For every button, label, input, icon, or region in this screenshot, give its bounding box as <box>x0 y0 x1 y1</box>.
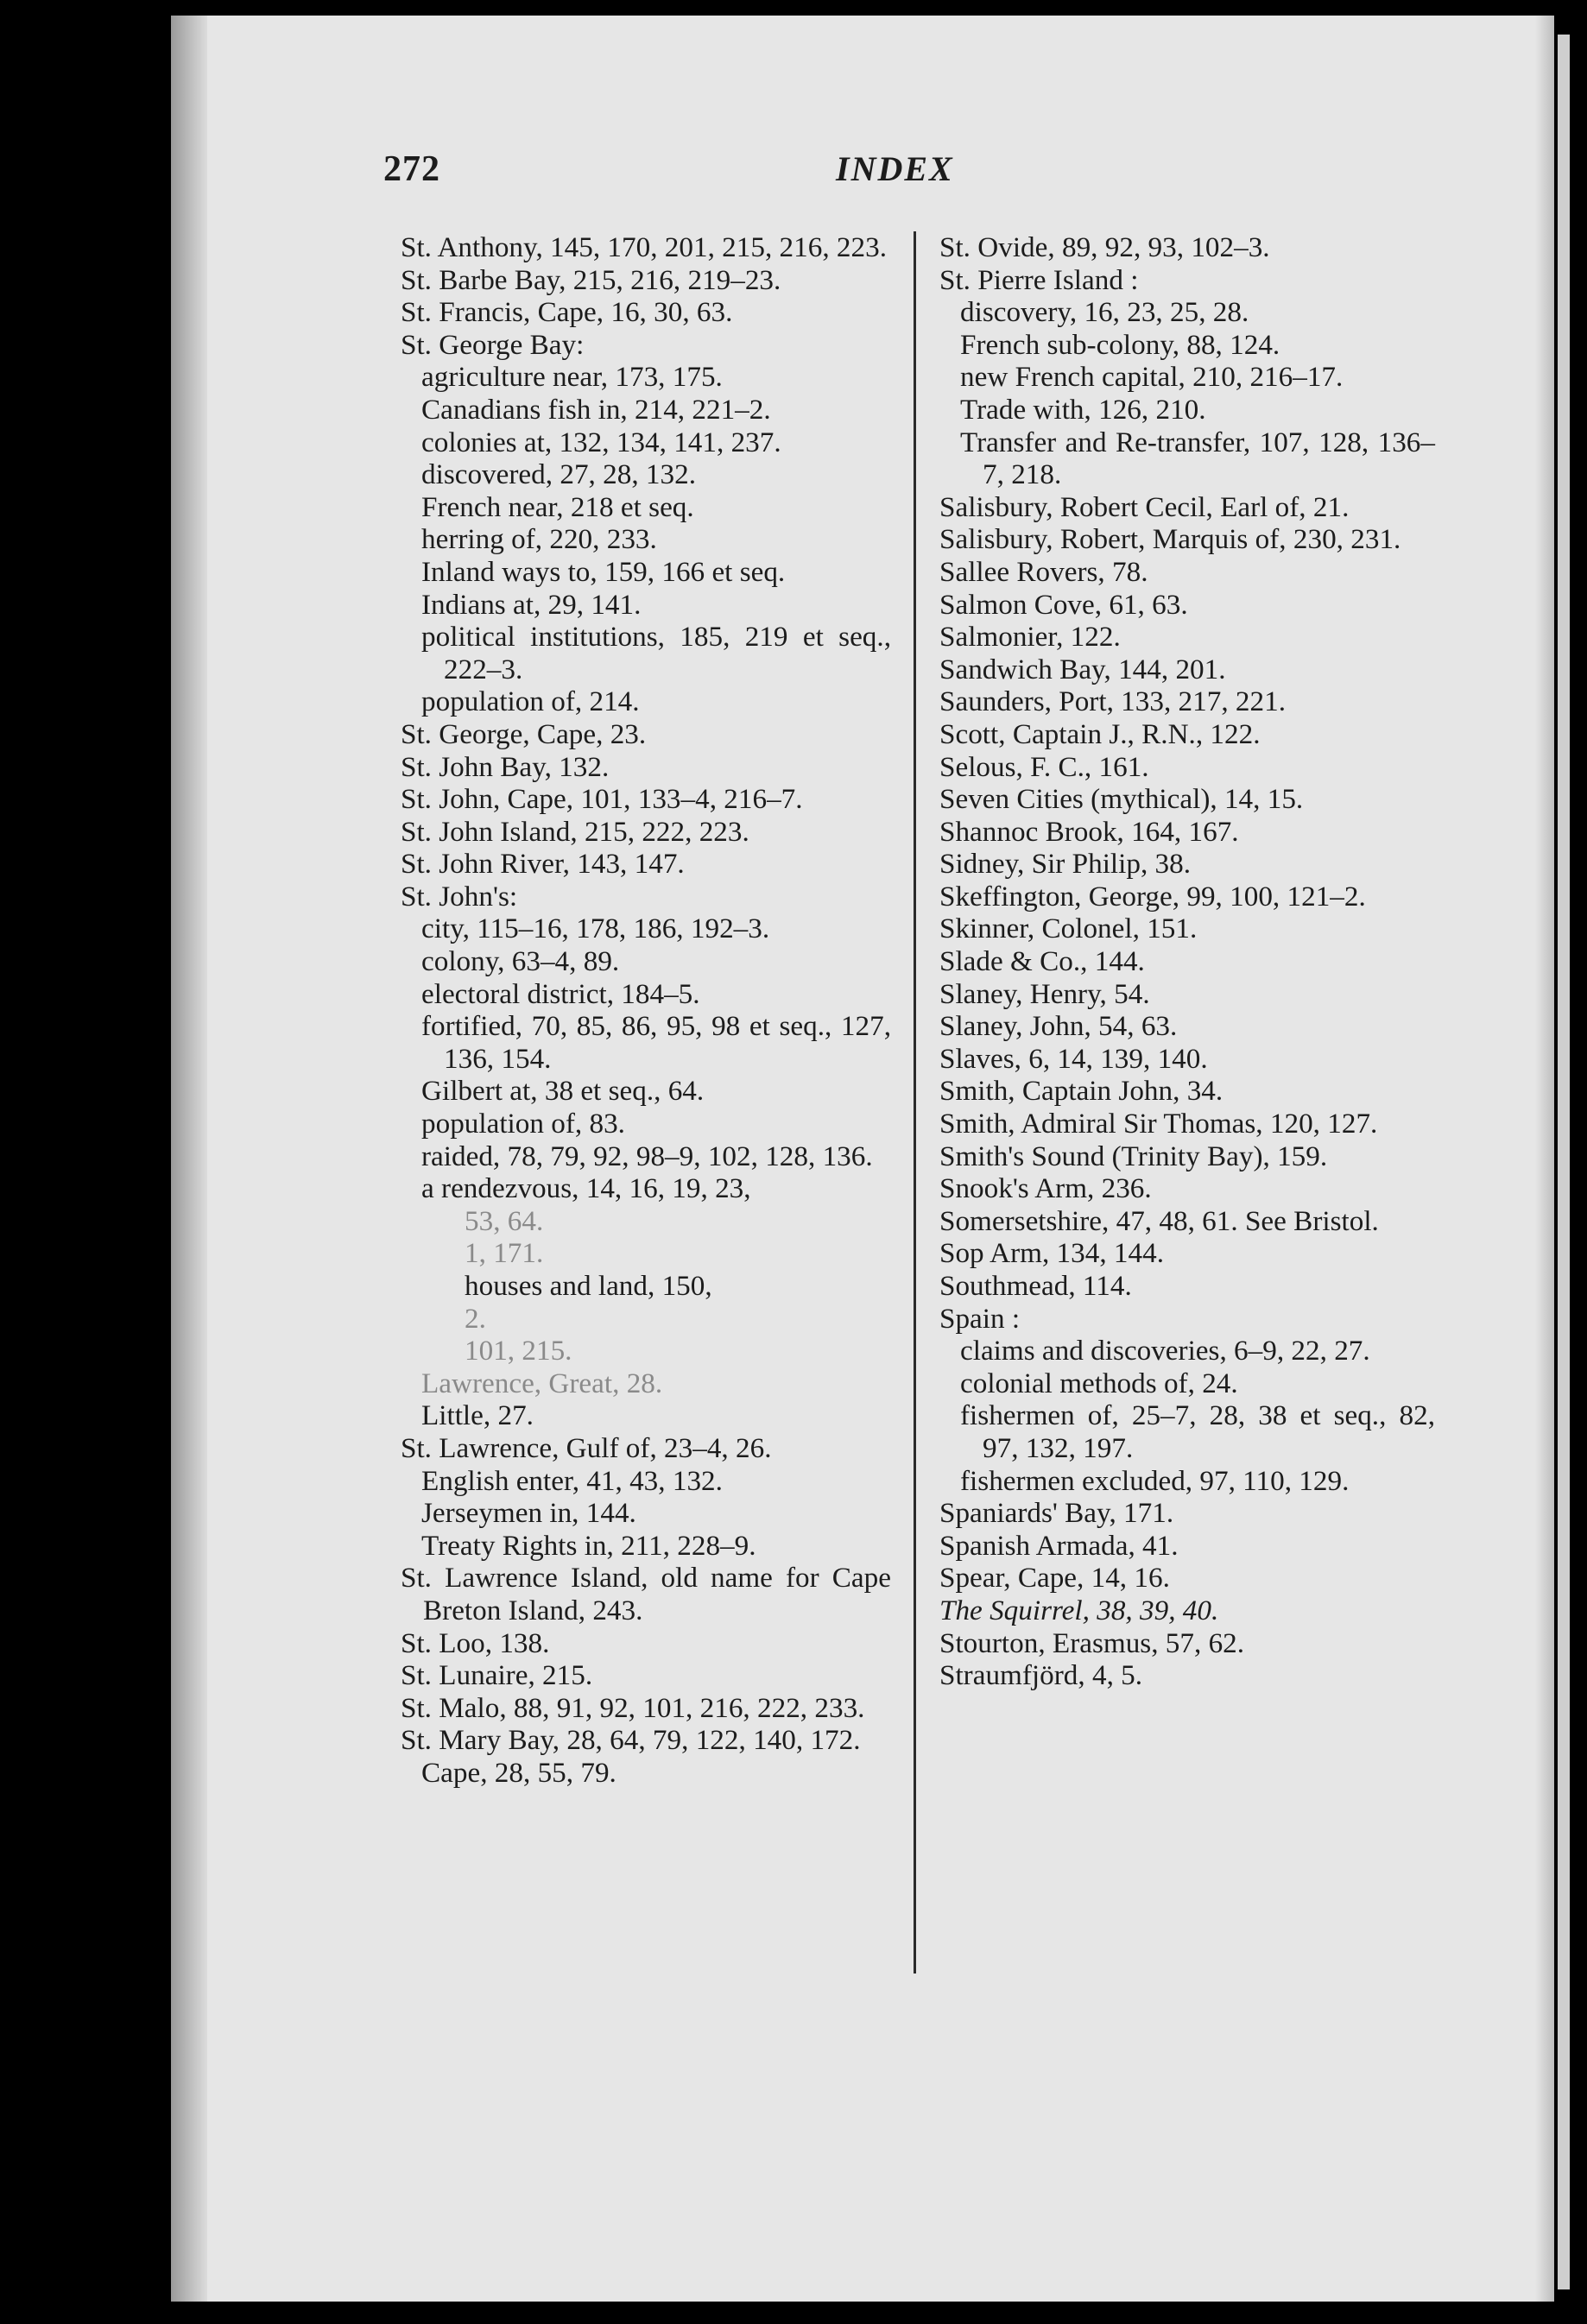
column-divider <box>914 231 916 1974</box>
index-entry: Smith, Captain John, 34. <box>939 1075 1223 1108</box>
index-entry: Salisbury, Robert Cecil, Earl of, 21. <box>939 490 1350 523</box>
index-entry: St. John's: <box>401 880 518 913</box>
index-entry: discovery, 16, 23, 25, 28. <box>960 296 1249 329</box>
index-entry: claims and discoveries, 6–9, 22, 27. <box>960 1335 1370 1367</box>
index-column-right <box>939 231 1435 1692</box>
index-entry: Little, 27. <box>421 1399 534 1432</box>
index-entry: St. Lawrence, Gulf of, 23–4, 26. <box>401 1431 772 1464</box>
index-entry: Skeffington, George, 99, 100, 121–2. <box>939 880 1366 913</box>
index-entry: Slaves, 6, 14, 139, 140. <box>939 1042 1208 1075</box>
index-entry: a rendezvous, 14, 16, 19, 23, <box>421 1172 751 1205</box>
index-entry: Spain : <box>939 1302 1021 1335</box>
index-entry: fishermen of, 25–7, 28, 38 et seq., 82, 97, 132, 197. <box>960 1399 1435 1464</box>
index-entry: Salisbury, Robert, Marquis of, 230, 231. <box>939 523 1401 556</box>
facing-page-edge <box>1558 35 1570 2289</box>
index-entry: Canadians fish in, 214, 221–2. <box>421 393 771 426</box>
index-entry: Transfer and Re-transfer, 107, 128, 136–7, 218. <box>960 426 1435 491</box>
index-entry: 53, 64. <box>465 1204 544 1237</box>
index-entry: St. George, Cape, 23. <box>401 717 647 750</box>
index-entry: Snook's Arm, 236. <box>939 1172 1152 1205</box>
index-entry: Lawrence, Great, 28. <box>421 1367 663 1399</box>
index-entry: agriculture near, 173, 175. <box>421 361 723 394</box>
index-entry: St. Lawrence Island, old name for Cape Breton Island, 243. <box>401 1562 891 1626</box>
index-entry: electoral district, 184–5. <box>421 977 700 1010</box>
index-entry: St. John River, 143, 147. <box>401 848 685 881</box>
index-entry: colonial methods of, 24. <box>960 1367 1238 1399</box>
index-entry: Spanish Armada, 41. <box>939 1529 1179 1562</box>
page-edge <box>1535 16 1554 2302</box>
index-entry: St. Francis, Cape, 16, 30, 63. <box>401 296 733 329</box>
index-entry: Inland ways to, 159, 166 et seq. <box>421 555 786 588</box>
index-entry: Trade with, 126, 210. <box>960 393 1206 426</box>
index-entry: Gilbert at, 38 et seq., 64. <box>421 1075 705 1108</box>
index-entry: 101, 215. <box>465 1335 572 1367</box>
running-head: INDEX <box>836 149 954 188</box>
index-entry: Straumfjörd, 4, 5. <box>939 1659 1143 1692</box>
index-entry: St. Anthony, 145, 170, 201, 215, 216, 223. <box>401 231 887 263</box>
index-entry: Sallee Rovers, 78. <box>939 555 1148 588</box>
index-entry: fortified, 70, 85, 86, 95, 98 et seq., 127, 136, 154. <box>421 1010 891 1075</box>
index-entry: French sub-colony, 88, 124. <box>960 328 1280 361</box>
index-entry: Sandwich Bay, 144, 201. <box>939 653 1226 685</box>
index-entry: Slade & Co., 144. <box>939 945 1145 978</box>
index-entry: Somersetshire, 47, 48, 61. See Bristol. <box>939 1204 1379 1237</box>
index-entry: Spear, Cape, 14, 16. <box>939 1562 1170 1595</box>
index-entry: Saunders, Port, 133, 217, 221. <box>939 685 1287 718</box>
index-entry: Spaniards' Bay, 171. <box>939 1497 1174 1530</box>
index-entry: Selous, F. C., 161. <box>939 750 1149 783</box>
index-entry: Salmonier, 122. <box>939 621 1121 654</box>
index-entry: St. Barbe Bay, 215, 216, 219–23. <box>401 263 781 296</box>
index-entry: 2. <box>465 1302 486 1335</box>
index-entry: St. John Bay, 132. <box>401 750 610 783</box>
index-entry: Shannoc Brook, 164, 167. <box>939 815 1239 848</box>
index-entry: Treaty Rights in, 211, 228–9. <box>421 1529 756 1562</box>
index-entry: houses and land, 150, <box>465 1270 712 1302</box>
index-entry: Sop Arm, 134, 144. <box>939 1237 1164 1270</box>
index-entry: French near, 218 et seq. <box>421 490 694 523</box>
index-entry: new French capital, 210, 216–17. <box>960 361 1344 394</box>
index-entry: St. Lunaire, 215. <box>401 1659 593 1692</box>
index-entry: political institutions, 185, 219 et seq., 222–3. <box>421 621 891 685</box>
index-entry: colony, 63–4, 89. <box>421 945 620 978</box>
index-entry: St. John, Cape, 101, 133–4, 216–7. <box>401 783 803 816</box>
index-entry: Southmead, 114. <box>939 1270 1132 1302</box>
index-entry: Seven Cities (mythical), 14, 15. <box>939 783 1304 816</box>
index-entry: St. Ovide, 89, 92, 93, 102–3. <box>939 231 1270 263</box>
page-gutter-shadow <box>171 16 207 2302</box>
index-entry: Indians at, 29, 141. <box>421 588 642 621</box>
index-entry: St. Malo, 88, 91, 92, 101, 216, 222, 233. <box>401 1691 865 1724</box>
index-entry: English enter, 41, 43, 132. <box>421 1464 723 1497</box>
index-entry: Smith's Sound (Trinity Bay), 159. <box>939 1140 1328 1172</box>
index-entry: Scott, Captain J., R.N., 122. <box>939 717 1261 750</box>
index-entry: Cape, 28, 55, 79. <box>421 1756 616 1789</box>
index-entry: herring of, 220, 233. <box>421 523 657 556</box>
index-entry: Slaney, Henry, 54. <box>939 977 1150 1010</box>
index-entry: St. Loo, 138. <box>401 1626 550 1659</box>
index-column-left <box>401 231 891 1790</box>
index-entry: population of, 214. <box>421 685 640 718</box>
index-entry: Stourton, Erasmus, 57, 62. <box>939 1626 1245 1659</box>
index-entry: population of, 83. <box>421 1108 625 1140</box>
page-number: 272 <box>383 149 440 189</box>
index-entry: Sidney, Sir Philip, 38. <box>939 848 1192 881</box>
index-entry: fishermen excluded, 97, 110, 129. <box>960 1464 1350 1497</box>
index-entry: Salmon Cove, 61, 63. <box>939 588 1188 621</box>
index-entry: Jerseymen in, 144. <box>421 1497 636 1530</box>
index-entry: St. Mary Bay, 28, 64, 79, 122, 140, 172. <box>401 1724 861 1757</box>
index-entry: city, 115–16, 178, 186, 192–3. <box>421 913 770 945</box>
index-entry: St. George Bay: <box>401 328 585 361</box>
index-entry: discovered, 27, 28, 132. <box>421 458 696 491</box>
index-entry: Smith, Admiral Sir Thomas, 120, 127. <box>939 1108 1378 1140</box>
index-entry: colonies at, 132, 134, 141, 237. <box>421 426 781 458</box>
index-entry: St. Pierre Island : <box>939 263 1139 296</box>
index-entry: 1, 171. <box>465 1237 544 1270</box>
index-entry: Slaney, John, 54, 63. <box>939 1010 1178 1043</box>
index-entry: The Squirrel, 38, 39, 40. <box>939 1594 1219 1626</box>
index-entry: raided, 78, 79, 92, 98–9, 102, 128, 136. <box>421 1140 873 1172</box>
index-entry: St. John Island, 215, 222, 223. <box>401 815 749 848</box>
index-entry: Skinner, Colonel, 151. <box>939 913 1198 945</box>
